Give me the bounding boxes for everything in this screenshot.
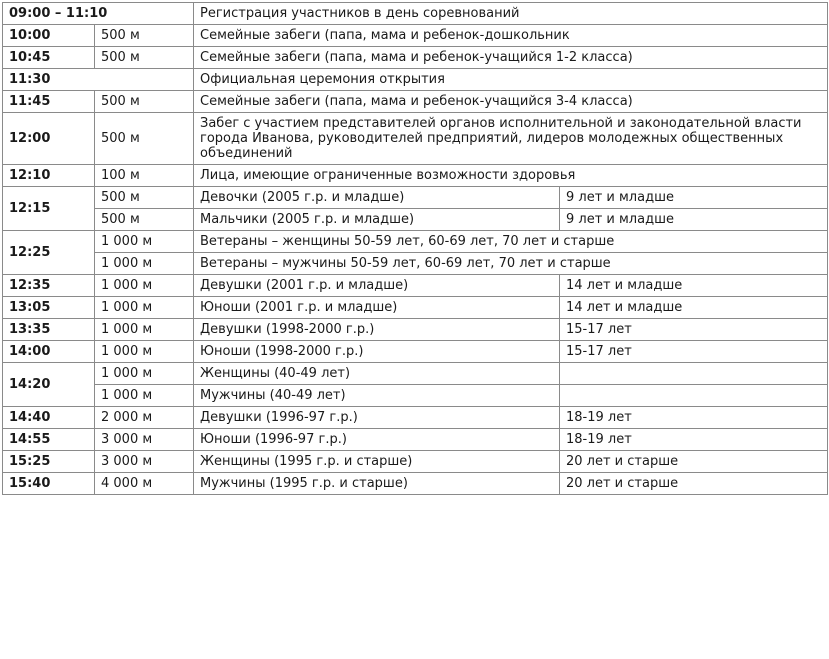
- table-row: [3, 3, 828, 25]
- table-row: [3, 231, 828, 253]
- time-cell: 10:00: [3, 25, 95, 47]
- table-row: [3, 47, 828, 69]
- table-row: [3, 297, 828, 319]
- time-cell: 10:45: [3, 47, 95, 69]
- time-cell: 09:00 – 11:10: [3, 3, 194, 25]
- age-cell: 14 лет и младше: [560, 297, 828, 319]
- distance-cell: 500 м: [95, 25, 194, 47]
- table-row: [3, 25, 828, 47]
- distance-cell: 1 000 м: [95, 275, 194, 297]
- table-row: [3, 341, 828, 363]
- table-row: [3, 69, 828, 91]
- event-cell: Ветераны – женщины 50-59 лет, 60-69 лет, 70 лет и старше: [194, 231, 828, 253]
- time-cell: 11:45: [3, 91, 95, 113]
- event-cell: Мужчины (1995 г.р. и старше): [194, 473, 560, 495]
- time-cell: 14:00: [3, 341, 95, 363]
- distance-cell: 1 000 м: [95, 319, 194, 341]
- event-cell: Девочки (2005 г.р. и младше): [194, 187, 560, 209]
- age-cell: 15-17 лет: [560, 341, 828, 363]
- event-cell: Лица, имеющие ограниченные возможности здоровья: [194, 165, 828, 187]
- table-row: [3, 91, 828, 113]
- event-cell: Девушки (1998-2000 г.р.): [194, 319, 560, 341]
- distance-cell: 1 000 м: [95, 253, 194, 275]
- event-cell: Ветераны – мужчины 50-59 лет, 60-69 лет, 70 лет и старше: [194, 253, 828, 275]
- time-cell: 13:05: [3, 297, 95, 319]
- distance-cell: 2 000 м: [95, 407, 194, 429]
- table-row: [3, 319, 828, 341]
- event-cell: Женщины (1995 г.р. и старше): [194, 451, 560, 473]
- table-row: [3, 209, 828, 231]
- time-cell: 14:20: [3, 363, 95, 407]
- event-cell: Забег с участием представителей органов исполнительной и законодательной власти города Иванова, руководителей предприятий, лидеров молодежных общественных объединений: [194, 113, 828, 165]
- table-row: [3, 253, 828, 275]
- table-row: [3, 473, 828, 495]
- table-row: [3, 407, 828, 429]
- table-row: [3, 165, 828, 187]
- age-cell: [560, 363, 828, 385]
- event-cell: Регистрация участников в день соревнований: [194, 3, 828, 25]
- event-cell: Семейные забеги (папа, мама и ребенок-учащийся 3-4 класса): [194, 91, 828, 113]
- distance-cell: 500 м: [95, 47, 194, 69]
- distance-cell: 1 000 м: [95, 363, 194, 385]
- table-row: [3, 385, 828, 407]
- distance-cell: 1 000 м: [95, 385, 194, 407]
- time-cell: 14:55: [3, 429, 95, 451]
- age-cell: 9 лет и младше: [560, 187, 828, 209]
- table-row: [3, 275, 828, 297]
- event-cell: Девушки (2001 г.р. и младше): [194, 275, 560, 297]
- time-cell: 11:30: [3, 69, 194, 91]
- age-cell: 15-17 лет: [560, 319, 828, 341]
- event-cell: Мужчины (40-49 лет): [194, 385, 560, 407]
- age-cell: 9 лет и младше: [560, 209, 828, 231]
- distance-cell: 3 000 м: [95, 451, 194, 473]
- time-cell: 12:35: [3, 275, 95, 297]
- distance-cell: 1 000 м: [95, 341, 194, 363]
- event-cell: Семейные забеги (папа, мама и ребенок-учащийся 1-2 класса): [194, 47, 828, 69]
- event-cell: Семейные забеги (папа, мама и ребенок-дошкольник: [194, 25, 828, 47]
- age-cell: [560, 385, 828, 407]
- distance-cell: 100 м: [95, 165, 194, 187]
- age-cell: 18-19 лет: [560, 407, 828, 429]
- table-row: [3, 429, 828, 451]
- event-cell: Юноши (1996-97 г.р.): [194, 429, 560, 451]
- event-cell: Юноши (2001 г.р. и младше): [194, 297, 560, 319]
- time-cell: 12:00: [3, 113, 95, 165]
- event-cell: Мальчики (2005 г.р. и младше): [194, 209, 560, 231]
- time-cell: 15:25: [3, 451, 95, 473]
- table-row: [3, 363, 828, 385]
- distance-cell: 500 м: [95, 113, 194, 165]
- time-cell: 12:10: [3, 165, 95, 187]
- table-row: [3, 113, 828, 165]
- distance-cell: 500 м: [95, 187, 194, 209]
- time-cell: 12:15: [3, 187, 95, 231]
- distance-cell: 500 м: [95, 91, 194, 113]
- age-cell: 20 лет и старше: [560, 473, 828, 495]
- distance-cell: 4 000 м: [95, 473, 194, 495]
- event-cell: Девушки (1996-97 г.р.): [194, 407, 560, 429]
- distance-cell: 1 000 м: [95, 231, 194, 253]
- distance-cell: 500 м: [95, 209, 194, 231]
- time-cell: 13:35: [3, 319, 95, 341]
- event-cell: Официальная церемония открытия: [194, 69, 828, 91]
- event-cell: Женщины (40-49 лет): [194, 363, 560, 385]
- age-cell: 20 лет и старше: [560, 451, 828, 473]
- event-cell: Юноши (1998-2000 г.р.): [194, 341, 560, 363]
- schedule-table: [2, 2, 828, 495]
- table-row: [3, 187, 828, 209]
- time-cell: 12:25: [3, 231, 95, 275]
- age-cell: 18-19 лет: [560, 429, 828, 451]
- time-cell: 15:40: [3, 473, 95, 495]
- distance-cell: 3 000 м: [95, 429, 194, 451]
- time-cell: 14:40: [3, 407, 95, 429]
- distance-cell: 1 000 м: [95, 297, 194, 319]
- age-cell: 14 лет и младше: [560, 275, 828, 297]
- table-row: [3, 451, 828, 473]
